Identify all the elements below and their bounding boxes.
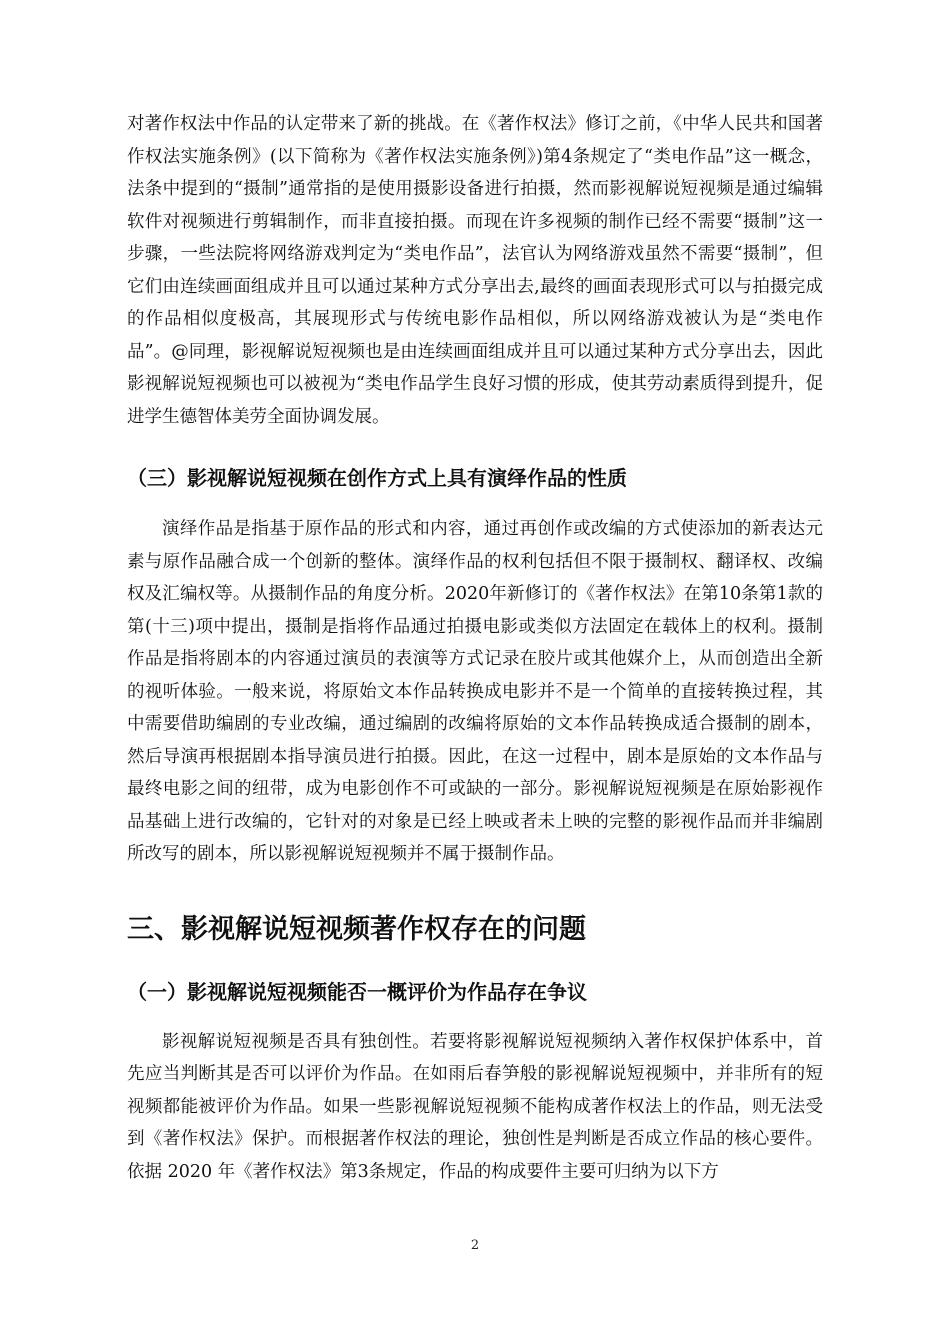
body-paragraph-1: 对著作权法中作品的认定带来了新的挑战。在《著作权法》修订之前，《中华人民共和国著作权法实施条例》(以下简称为《著作权法实施条例》)第4条规定了“类电作品”这一概念，法条中提到的“摄制”通常指的是使用摄影设备进行拍摄，然而影视解说短视频是通过编辑软件对视频进行剪辑制作，而非直接拍摄。而现在许多视频的制作已经不需要“摄制”这一步骤，一些法院将网络游戏判定为“类电作品”，法官认为网络游戏虽然不需要“摄制”，但它们由连续画面组成并且可以通过某种方式分享出去,最终的画面表现形式可以与拍摄完成的作品相似度极高，其展现形式与传统电影作品相似，所以网络游戏被认为是“类电作品”。@同理，影视解说短视频也是由连续画面组成并且可以通过某种方式分享出去，因此影视解说短视频也可以被视为“类电作品学生良好习惯的形成，使其劳动素质得到提升，促进学生德智体美劳全面协调发展。 [127, 114, 823, 427]
body-paragraph-2: 演绎作品是指基于原作品的形式和内容，通过再创作或改编的方式使添加的新表达元素与原作品融合成一个创新的整体。演绎作品的权利包括但不限于摄制权、翻译权、改编权及汇编权等。从摄制作品的角度分析。2020年新修订的《著作权法》在第10条第1款的第(十三)项中提出，摄制是指将作品通过拍摄电影或类似方法固定在载体上的权利。摄制作品是指将剧本的内容通过演员的表演等方式记录在胶片或其他媒介上，从而创造出全新的视听体验。一般来说，将原始文本作品转换成电影并不是一个简单的直接转换过程，其中需要借助编剧的专业改编，通过编剧的改编将原始的文本作品转换成适合摄制的剧本，然后导演再根据剧本指导演员进行拍摄。因此，在这一过程中，剧本是原始的文本作品与最终电影之间的纽带，成为电影创作不可或缺的一部分。影视解说短视频是在原始影视作品基础上进行改编的，它针对的对象是已经上映或者未上映的完整的影视作品而并非编剧所改写的剧本，所以影视解说短视频并不属于摄制作品。 [127, 519, 823, 864]
page-number: 2 [470, 1238, 480, 1253]
section-heading-3-3: （三）影视解说短视频在创作方式上具有演绎作品的性质 [127, 466, 627, 490]
section-heading-3-1: （一）影视解说短视频能否一概评价为作品存在争议 [127, 979, 587, 1004]
chapter-heading-3: 三、影视解说短视频著作权存在的问题 [127, 913, 586, 945]
page-content [127, 108, 823, 1188]
body-paragraph-3: 影视解说短视频是否具有独创性。若要将影视解说短视频纳入著作权保护体系中，首先应当判断其是否可以评价为作品。在如雨后春笋般的影视解说短视频中，并非所有的短视频都能被评价为作品。如果一些影视解说短视频不能构成著作权法上的作品，则无法受到《著作权法》保护。而根据著作权法的理论，独创性是判断是否成立作品的核心要件。依据 2020 年《著作权法》第3条规定，作品的构成要件主要可归纳为以下方 [127, 1031, 823, 1182]
